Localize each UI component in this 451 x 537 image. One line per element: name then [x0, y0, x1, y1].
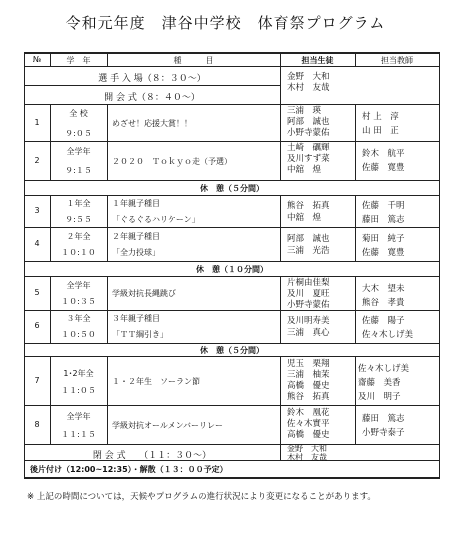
row-6-no: 6 — [34, 321, 40, 330]
row-6-teachers: 佐藤 陽子 佐々木しげ美 — [362, 316, 414, 340]
opening-ceremony: 開 会 式（８：４０～） — [104, 93, 200, 103]
closing-ceremony: 閉 会 式 （１１：３０～） — [92, 451, 212, 461]
row-7-grade: 1･2年全 — [63, 369, 94, 378]
row-2-teachers: 鈴木 航平 佐藤 寛豊 — [362, 149, 405, 173]
row-5-time: １０:３５ — [61, 297, 96, 306]
row-4-event: ２年親子種目 — [112, 232, 160, 241]
row-3-grade: １年全 — [66, 199, 91, 208]
page-title: 令和元年度 津谷中学校 体育祭プログラム — [65, 14, 386, 32]
row-3-event-sub: 「ぐるぐるハリケーン」 — [112, 215, 200, 224]
row-4-time: １０:１０ — [61, 248, 96, 257]
row-2-students: 土崎 礪輝 及川すず菜 中舘 煌 — [287, 143, 330, 175]
schedule-note: ※ 上記の時間については，天候やプログラムの進行状況により変更になることがあります。 — [27, 492, 376, 502]
break-1: 休 憩（５分間） — [200, 184, 264, 193]
header-event: 種 目 — [173, 56, 214, 65]
row-5-event: 学級対抗長縄跳び — [112, 289, 176, 298]
row-5-grade: 全学年 — [66, 281, 91, 290]
row-4-no: 4 — [34, 239, 40, 248]
row-2-event: ２０２０ Ｔｏｋｙｏ走（予選） — [112, 157, 232, 166]
row-6-event-sub: 「ＴＴ綱引き」 — [112, 330, 168, 339]
row-4-event-sub: 「全力投球」 — [112, 248, 160, 257]
row-3-no: 3 — [34, 206, 40, 215]
row-6-grade: ３年全 — [66, 314, 91, 323]
row-6-students: 及川明寿美 三浦 真心 — [287, 316, 330, 338]
row-4-grade: ２年全 — [66, 232, 91, 241]
row-2-grade: 全学年 — [66, 147, 91, 156]
row-8-event: 学級対抗オールメンバーリレー — [112, 421, 224, 430]
row-5-no: 5 — [34, 288, 40, 297]
opening-entrance: 選 手 入 場（８：３０～） — [98, 74, 206, 84]
opening-students: 金野 大和 木村 友哉 — [287, 72, 330, 93]
row-7-time: １１:０５ — [61, 386, 96, 395]
row-2-time: ９:１５ — [65, 166, 92, 175]
row-4-teachers: 菊田 純子 佐藤 寛豊 — [362, 234, 405, 258]
break-3: 休 憩（５分間） — [200, 346, 264, 355]
footer-schedule: 後片付け（12:00~12:35）・解散（１３：００予定） — [30, 465, 228, 474]
row-3-event: １年親子種目 — [112, 199, 160, 208]
break-2: 休 憩（１０分間） — [196, 265, 268, 274]
row-7-no: 7 — [34, 376, 40, 385]
row-3-teachers: 佐藤 千明 藤田 篤志 — [362, 201, 405, 225]
row-8-teachers: 藤田 篤志 小野寺泰子 — [362, 414, 405, 438]
row-3-time: ９:５５ — [65, 215, 92, 224]
row-4-students: 阿部 誠也 三浦 光浩 — [287, 234, 330, 256]
row-1-grade: 全 校 — [69, 109, 88, 118]
row-8-grade: 全学年 — [66, 412, 91, 421]
row-8-students: 鈴木 凰花 佐々木實平 高橋 優史 — [287, 408, 330, 440]
row-6-time: １０:５０ — [61, 330, 96, 339]
row-1-time: ９:０５ — [65, 129, 92, 138]
row-1-teachers: 村 上 淳 山 田 正 — [362, 112, 399, 136]
header-students: 担当生徒 — [301, 56, 334, 65]
row-5-teachers: 大木 望未 熊谷 孝貴 — [362, 284, 405, 308]
row-3-students: 熊谷 拓真 中舘 煌 — [287, 201, 330, 223]
row-7-teachers: 佐々木しげ美 齋藤 美香 及川 明子 — [358, 364, 410, 402]
row-5-students: 片桐由佳梨 及川 夏旺 小野寺蒙佑 — [287, 278, 330, 310]
row-7-students: 児玉 栗翔 三浦 柚茉 高橋 優史 熊谷 拓真 — [287, 359, 330, 402]
table-border-top — [24, 52, 440, 54]
row-6-event: ３年親子種目 — [112, 314, 160, 323]
header-grade: 学 年 — [66, 56, 91, 65]
table-border-bottom — [24, 477, 440, 479]
header-teachers: 担当教師 — [381, 56, 413, 65]
row-2-no: 2 — [34, 156, 40, 165]
header-no: № — [32, 55, 42, 64]
closing-students: 金野 大和 木村 友哉 — [287, 444, 327, 462]
row-1-no: 1 — [34, 118, 40, 127]
row-1-students: 三浦 瑛 阿部 誠也 小野寺蒙佑 — [287, 106, 330, 138]
row-7-event: １・２年生 ソーラン節 — [112, 377, 200, 386]
row-8-no: 8 — [34, 420, 40, 429]
row-1-event: めざせ！応援大賞！！ — [112, 119, 192, 128]
row-8-time: １１:１５ — [61, 430, 96, 439]
